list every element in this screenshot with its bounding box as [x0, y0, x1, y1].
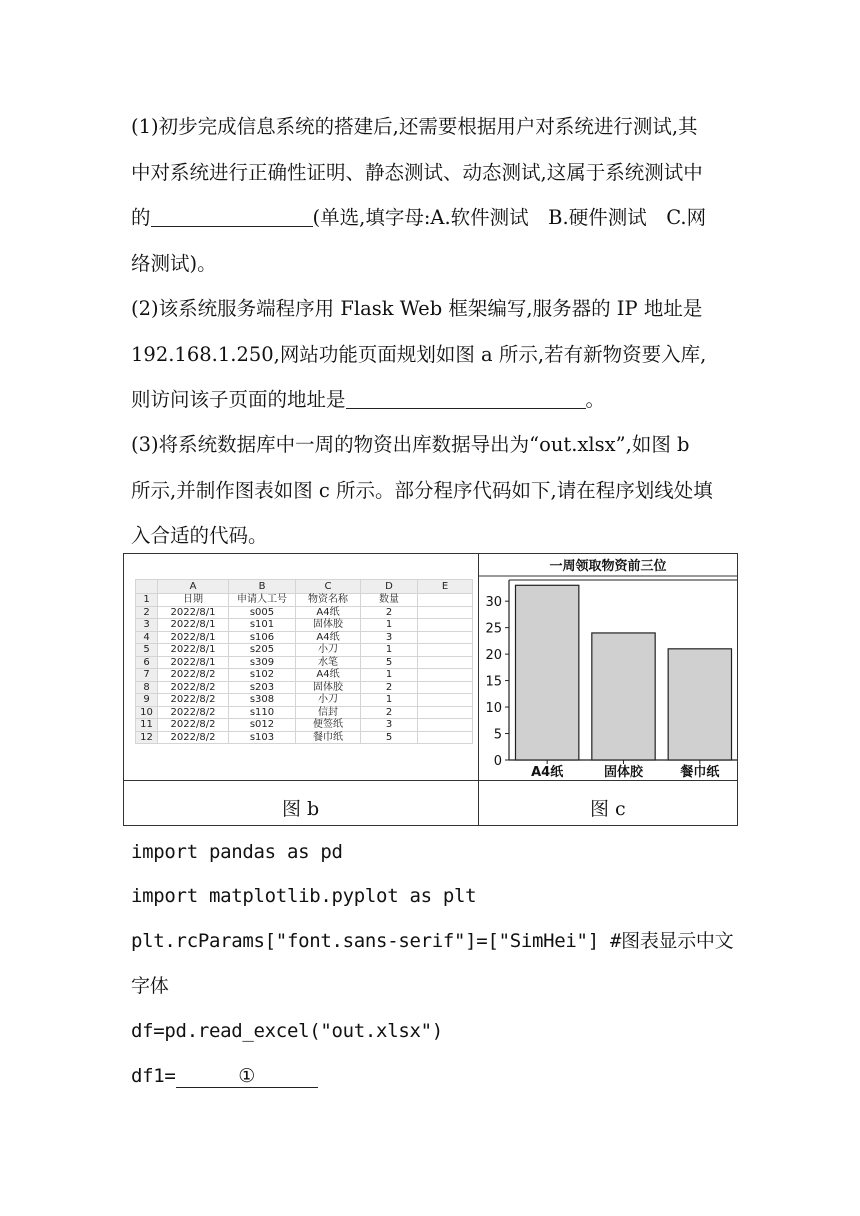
sheet-cell[interactable]: 水笔 — [296, 656, 361, 669]
sheet-cell[interactable]: 物资名称 — [296, 594, 361, 607]
sheet-cell[interactable]: s203 — [229, 681, 296, 694]
code-line-4: df=pd.read_excel("out.xlsx") — [131, 1020, 443, 1042]
sheet-cell[interactable]: 2022/8/1 — [158, 644, 229, 657]
sheet-cell[interactable]: s012 — [229, 719, 296, 732]
y-tick-label: 15 — [485, 674, 502, 690]
code-line-3: plt.rcParams["font.sans-serif"]=["SimHei"] #图表显示中文字体 — [131, 930, 734, 997]
row-header[interactable]: 10 — [136, 706, 158, 719]
sheet-cell[interactable]: s308 — [229, 694, 296, 707]
sheet-cell[interactable]: 2022/8/2 — [158, 719, 229, 732]
sheet-corner[interactable] — [136, 580, 158, 594]
chart-title: 一周领取物资前三位 — [549, 559, 667, 574]
sheet-cell[interactable]: A4纸 — [296, 631, 361, 644]
bar-2 — [592, 633, 655, 760]
sheet-cell[interactable]: 固体胶 — [296, 681, 361, 694]
y-tick-label: 30 — [485, 595, 502, 611]
question-1 — [131, 104, 741, 286]
sheet-cell[interactable]: 2022/8/2 — [158, 669, 229, 682]
sheet-row — [136, 681, 473, 694]
q2-line-1: (2)该系统服务端程序用 Flask Web 框架编写,服务器的 IP 地址是 — [131, 297, 703, 320]
sheet-cell-empty[interactable] — [418, 606, 473, 619]
row-header[interactable]: 9 — [136, 694, 158, 707]
y-tick-label: 10 — [485, 701, 502, 717]
row-header[interactable]: 7 — [136, 669, 158, 682]
sheet-row — [136, 619, 473, 632]
row-header[interactable]: 8 — [136, 681, 158, 694]
sheet-cell[interactable]: s102 — [229, 669, 296, 682]
sheet-row — [136, 606, 473, 619]
y-tick-label: 25 — [485, 621, 502, 637]
bar-1 — [515, 585, 578, 760]
spreadsheet-figure-b — [135, 579, 473, 744]
figure-divider-horizontal — [124, 780, 737, 781]
row-header[interactable]: 11 — [136, 719, 158, 732]
sheet-cell[interactable]: 餐巾纸 — [296, 731, 361, 744]
sheet-cell[interactable]: 2022/8/1 — [158, 631, 229, 644]
sheet-row — [136, 631, 473, 644]
caption-figure-c: 图 c — [590, 798, 626, 820]
column-header-d[interactable]: D — [361, 580, 418, 594]
sheet-cell-empty[interactable] — [418, 706, 473, 719]
sheet-cell[interactable]: 5 — [361, 731, 418, 744]
sheet-row — [136, 594, 473, 607]
sheet-cell[interactable]: 2 — [361, 606, 418, 619]
sheet-cell[interactable]: 2022/8/1 — [158, 606, 229, 619]
sheet-cell-empty[interactable] — [418, 619, 473, 632]
sheet-cell[interactable]: 数量 — [361, 594, 418, 607]
row-header[interactable]: 3 — [136, 619, 158, 632]
q1-line-2: 中对系统进行正确性证明、静态测试、动态测试,这属于系统测试中 — [131, 160, 703, 184]
sheet-cell[interactable]: 3 — [361, 631, 418, 644]
sheet-cell[interactable]: s005 — [229, 606, 296, 619]
x-tick-label: 餐巾纸 — [680, 765, 720, 778]
q3-line-3: 入合适的代码。 — [131, 524, 268, 547]
sheet-cell[interactable]: s101 — [229, 619, 296, 632]
sheet-cell[interactable]: 2022/8/2 — [158, 694, 229, 707]
question-3 — [131, 422, 741, 559]
code-line-5: df1= ① — [131, 1054, 318, 1099]
row-header[interactable]: 4 — [136, 631, 158, 644]
x-tick-label: A4纸 — [531, 765, 564, 778]
sheet-cell[interactable]: s205 — [229, 644, 296, 657]
y-tick-label: 20 — [485, 648, 502, 664]
sheet-cell[interactable]: s309 — [229, 656, 296, 669]
x-tick-label: 固体胶 — [603, 765, 644, 778]
column-header-c[interactable]: C — [296, 580, 361, 594]
code-line-1: import pandas as pd — [131, 841, 343, 863]
sheet-row — [136, 706, 473, 719]
sheet-cell[interactable]: 小刀 — [296, 694, 361, 707]
sheet-cell[interactable]: 小刀 — [296, 644, 361, 657]
column-header-e[interactable]: E — [418, 580, 473, 594]
q1-line-3: 的 (单选,填字母:A.软件测试 B.硬件测试 C.网 — [131, 206, 707, 229]
q3-line-1: (3)将系统数据库中一周的物资出库数据导出为“out.xlsx”,如图 b — [131, 433, 690, 456]
sheet-cell[interactable]: 5 — [361, 656, 418, 669]
q1-line-4: 络测试)。 — [131, 251, 217, 275]
row-header[interactable]: 1 — [136, 594, 158, 607]
sheet-cell[interactable]: 3 — [361, 719, 418, 732]
sheet-cell[interactable]: 2 — [361, 681, 418, 694]
row-header[interactable]: 6 — [136, 656, 158, 669]
sheet-cell-empty[interactable] — [418, 719, 473, 732]
sheet-cell-empty[interactable] — [418, 681, 473, 694]
sheet-row — [136, 656, 473, 669]
sheet-cell[interactable]: 1 — [361, 644, 418, 657]
sheet-cell[interactable]: A4纸 — [296, 606, 361, 619]
sheet-cell[interactable]: 2022/8/2 — [158, 706, 229, 719]
sheet-row — [136, 644, 473, 657]
sheet-cell[interactable]: 2022/8/1 — [158, 656, 229, 669]
sheet-cell-empty[interactable] — [418, 656, 473, 669]
q3-line-2: 所示,并制作图表如图 c 所示。部分程序代码如下,请在程序划线处填 — [131, 478, 713, 502]
sheet-cell[interactable]: 2 — [361, 706, 418, 719]
sheet-cell-empty[interactable] — [418, 694, 473, 707]
y-tick-label: 5 — [493, 727, 502, 743]
row-header[interactable]: 12 — [136, 731, 158, 744]
sheet-cell[interactable]: s103 — [229, 731, 296, 744]
sheet-cell[interactable]: 1 — [361, 694, 418, 707]
answer-blank-1[interactable] — [151, 207, 313, 228]
y-tick-label: 0 — [493, 754, 502, 769]
row-header[interactable]: 5 — [136, 644, 158, 657]
sheet-cell[interactable]: 2022/8/1 — [158, 619, 229, 632]
row-header[interactable]: 2 — [136, 606, 158, 619]
q2-line-3: 则访问该子页面的地址是 。 — [131, 388, 606, 411]
figure-table — [123, 553, 738, 826]
bar-3 — [668, 649, 731, 760]
sheet-cell[interactable]: 2022/8/2 — [158, 681, 229, 694]
sheet-cell-empty[interactable] — [418, 631, 473, 644]
sheet-cell[interactable]: 便签纸 — [296, 719, 361, 732]
sheet-cell[interactable]: 信封 — [296, 706, 361, 719]
column-header-b[interactable]: B — [229, 580, 296, 594]
sheet-cell[interactable]: 申请人工号 — [229, 594, 296, 607]
sheet-cell[interactable]: A4纸 — [296, 669, 361, 682]
bar-chart-figure-c — [479, 554, 737, 778]
q1-line-1: (1)初步完成信息系统的搭建后,还需要根据用户对系统进行测试,其 — [131, 115, 698, 138]
question-2 — [131, 286, 741, 423]
sheet-cell[interactable]: s106 — [229, 631, 296, 644]
sheet-cell[interactable]: s110 — [229, 706, 296, 719]
sheet-row — [136, 694, 473, 707]
sheet-cell-empty[interactable] — [418, 644, 473, 657]
sheet-cell[interactable]: 1 — [361, 669, 418, 682]
sheet-cell[interactable]: 2022/8/2 — [158, 731, 229, 744]
column-header-a[interactable]: A — [158, 580, 229, 594]
sheet-cell-empty[interactable] — [418, 731, 473, 744]
caption-figure-b: 图 b — [282, 798, 320, 820]
answer-blank-2[interactable] — [346, 389, 586, 410]
code-answer-blank-1[interactable]: ① — [176, 1065, 318, 1088]
q2-line-2: 192.168.1.250,网站功能页面规划如图 a 所示,若有新物资要入库, — [131, 342, 707, 366]
sheet-cell-empty[interactable] — [418, 594, 473, 607]
sheet-cell-empty[interactable] — [418, 669, 473, 682]
sheet-row — [136, 669, 473, 682]
code-line-2: import matplotlib.pyplot as plt — [131, 885, 477, 907]
sheet-cell[interactable]: 固体胶 — [296, 619, 361, 632]
sheet-cell[interactable]: 日期 — [158, 594, 229, 607]
sheet-row — [136, 731, 473, 744]
sheet-cell[interactable]: 1 — [361, 619, 418, 632]
sheet-row — [136, 719, 473, 732]
